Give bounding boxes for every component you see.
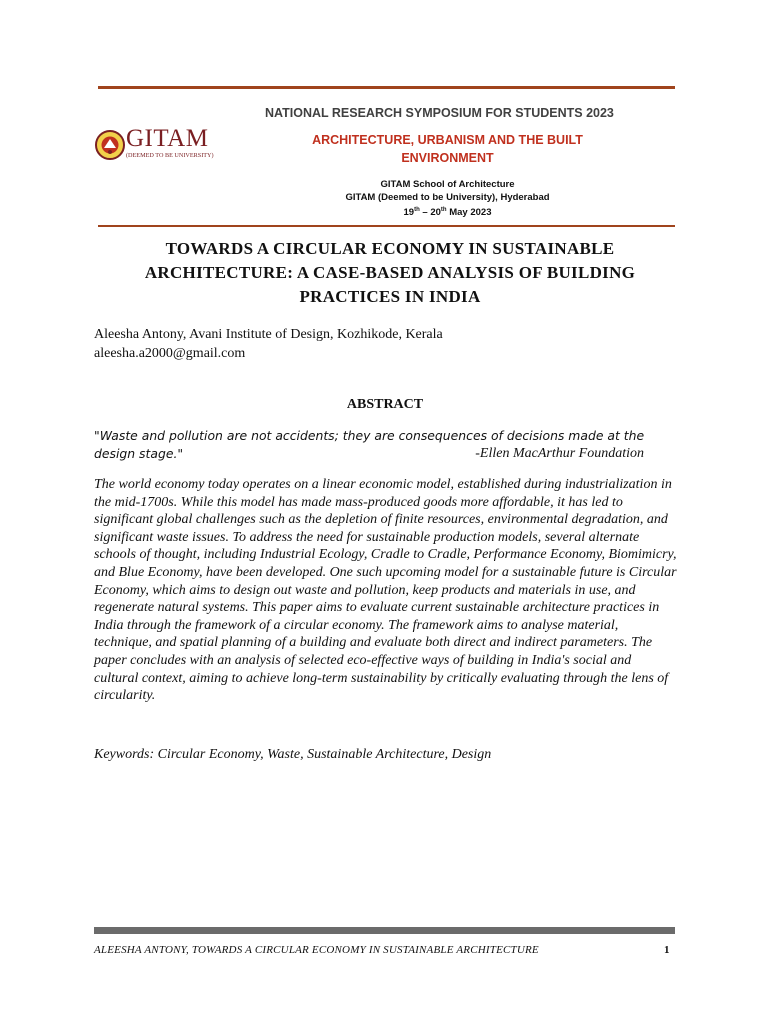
keywords: Keywords: Circular Economy, Waste, Sustainable Architecture, Design <box>94 747 492 762</box>
footer-rule <box>94 927 675 934</box>
author-email[interactable]: aleesha.a2000@gmail.com <box>94 346 246 361</box>
paper-title <box>110 237 670 309</box>
epigraph-quote <box>94 427 654 463</box>
quote-line-1: "Waste and pollution are not accidents; they are consequences of decisions made at the <box>94 428 645 443</box>
header-bottom-rule <box>98 225 675 227</box>
school-info <box>300 178 595 219</box>
page-number: 1 <box>664 944 670 956</box>
school-name: GITAM School of Architecture <box>380 179 515 190</box>
logo-wordmark: GITAM <box>126 125 209 152</box>
running-title: ALEESHA ANTONY, TOWARDS A CIRCULAR ECONOMY IN SUSTAINABLE ARCHITECTURE <box>94 944 539 956</box>
theme-line-1: ARCHITECTURE, URBANISM AND THE BUILT <box>312 133 583 147</box>
symposium-theme <box>270 131 625 167</box>
quote-attribution: -Ellen MacArthur Foundation <box>475 446 644 461</box>
quote-line-2: design stage." <box>94 446 184 461</box>
symposium-date: 19th – 20th May 2023 <box>403 207 492 219</box>
gitam-logo <box>95 125 230 162</box>
symposium-title: NATIONAL RESEARCH SYMPOSIUM FOR STUDENTS 2023 <box>265 106 614 120</box>
title-line-1: TOWARDS A CIRCULAR ECONOMY IN SUSTAINABLE <box>165 239 615 258</box>
author-block <box>94 325 443 363</box>
abstract-heading: ABSTRACT <box>346 397 424 412</box>
theme-line-2: ENVIRONMENT <box>401 151 494 165</box>
gitam-seal-icon <box>95 128 125 162</box>
title-line-2: ARCHITECTURE: A CASE-BASED ANALYSIS OF BUILDING <box>144 263 636 282</box>
logo-subtitle: (DEEMED TO BE UNIVERSITY) <box>126 152 214 159</box>
header-top-rule <box>98 86 675 89</box>
author-affiliation: Aleesha Antony, Avani Institute of Design, Kozhikode, Kerala <box>94 327 443 342</box>
title-line-3: PRACTICES IN INDIA <box>299 287 481 306</box>
university-name: GITAM (Deemed to be University), Hyderabad <box>345 192 550 203</box>
abstract-body: The world economy today operates on a linear economic model, established during industrialization in the mid-1700s. While this model has made mass-produced goods more affordable, it has led to significant global challenges such as the depletion of finite resources, environmental degradation, and significant waste issues. To address the need for sustainable production models, several alternate schools of thought, including Industrial Ecology, Cradle to Cradle, Performance Economy, Biomimicry, and Blue Economy, have been developed. One such upcoming model for a sustainable future is Circular Economy, which aims to design out waste and pollution, keep products and materials in use, and regenerate natural systems. This paper aims to evaluate current sustainable architecture practices in India through the framework of a circular economy. The framework aims to analyse material, technique, and spatial planning of a building and evaluate both direct and indirect parameters. The paper concludes with an analysis of selected eco-effective ways of building in India's social and cultural context, aiming to achieve long-term sustainability by critically evaluating through the lens of circularity. <box>94 477 677 704</box>
